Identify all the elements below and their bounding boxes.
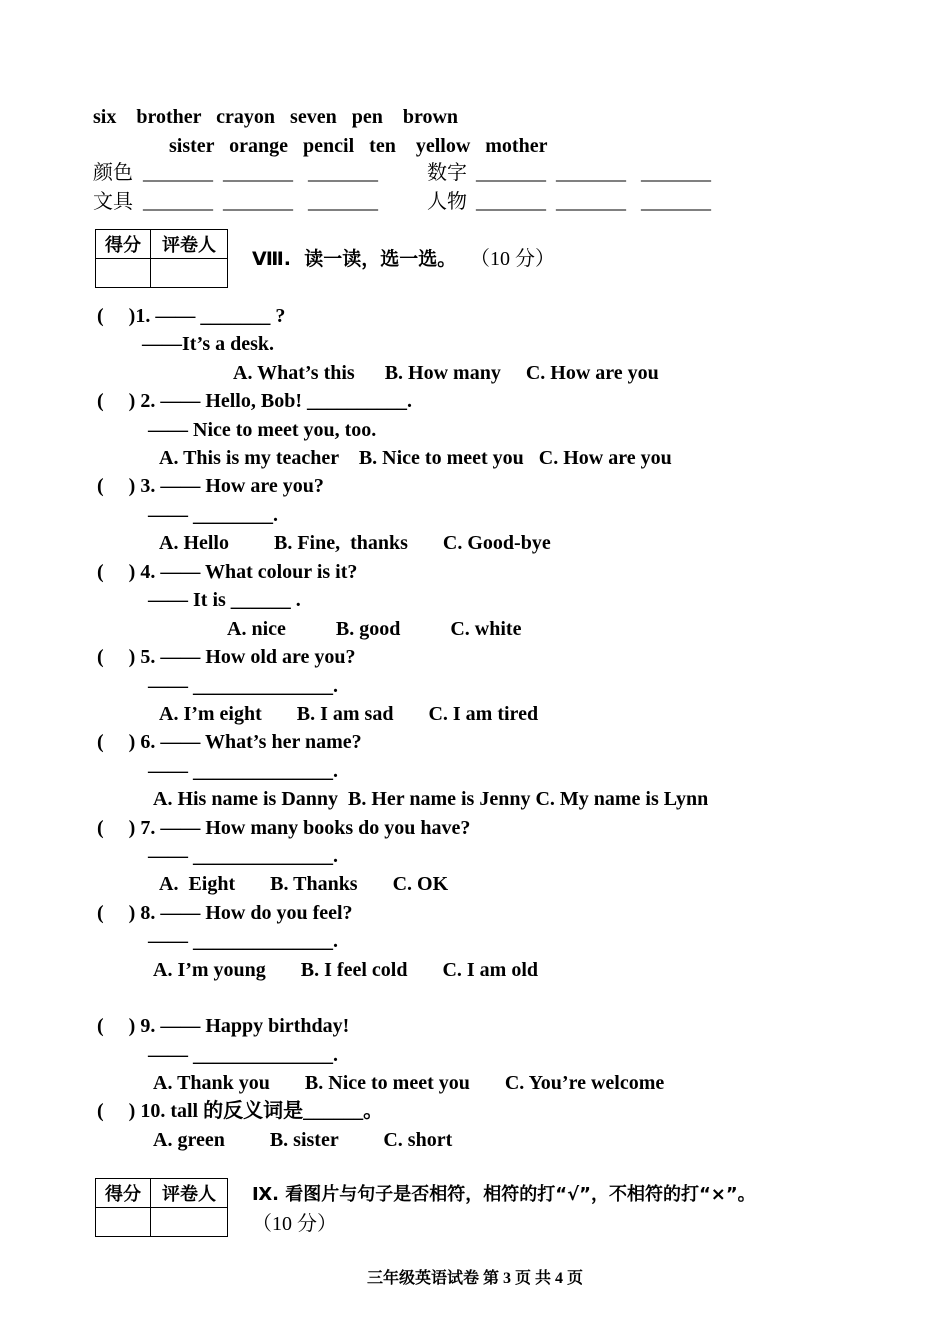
category-people-label: 人物 [427,191,467,213]
question-5-reply: —— ______________. [148,675,338,697]
section-8-title: Ⅷ. 读一读，选一选。 [252,248,457,270]
question-2-options[interactable]: A. This is my teacher B. Nice to meet you C. How are you [159,447,672,469]
category-stationery-label: 文具 [93,191,133,213]
question-9: ( ) 9. —— Happy birthday! [97,1015,350,1037]
question-6-options[interactable]: A. His name is Danny B. Her name is Jenny C. My name is Lynn [153,788,709,810]
grader-cell[interactable] [151,1208,228,1237]
question-4-options[interactable]: A. nice B. good C. white [227,618,522,640]
score-cell[interactable] [96,1208,151,1237]
question-5-options[interactable]: A. I’m eight B. I am sad C. I am tired [159,703,539,725]
question-1-reply: ——It’s a desk. [142,333,275,355]
score-box-section-8 [95,229,228,288]
grader-label: 评卷人 [151,1179,228,1208]
category-number-label: 数字 [427,162,467,184]
word-bank-row-1: six brother crayon seven pen brown [93,106,459,128]
score-cell[interactable] [96,259,151,288]
question-4: ( ) 4. —— What colour is it? [97,561,358,583]
word-bank-row-2: sister orange pencil ten yellow mother [169,135,548,157]
category-colour-blanks[interactable]: _______ _______ _______ [143,162,378,184]
question-10: ( ) 10. tall 的反义词是______。 [97,1100,384,1122]
question-6: ( ) 6. —— What’s her name? [97,731,362,753]
category-people-blanks[interactable]: _______ _______ _______ [476,191,711,213]
question-10-options[interactable]: A. green B. sister C. short [153,1129,453,1151]
question-9-options[interactable]: A. Thank you B. Nice to meet you C. You’re welcome [153,1072,665,1094]
question-8-options[interactable]: A. I’m young B. I feel cold C. I am old [153,959,539,981]
page-footer: 三年级英语试卷 第 3 页 共 4 页 [366,1270,583,1287]
question-7: ( ) 7. —— How many books do you have? [97,817,471,839]
question-6-reply: —— ______________. [148,760,338,782]
category-colour-label: 颜色 [93,162,133,184]
question-4-reply: —— It is ______ . [148,589,301,611]
section-9-points: （10 分） [252,1213,337,1235]
grader-cell[interactable] [151,259,228,288]
question-3-reply: —— ________. [148,504,278,526]
question-7-reply: —— ______________. [148,845,338,867]
question-1: ( )1. —— _______ ? [97,305,286,327]
score-box-section-9 [95,1178,228,1237]
category-number-blanks[interactable]: _______ _______ _______ [476,162,711,184]
question-7-options[interactable]: A. Eight B. Thanks C. OK [159,873,449,895]
question-9-reply: —— ______________. [148,1044,338,1066]
question-1-options[interactable]: A. What’s this B. How many C. How are you [233,362,659,384]
question-8: ( ) 8. —— How do you feel? [97,902,353,924]
category-stationery-blanks[interactable]: _______ _______ _______ [143,191,378,213]
question-8-reply: —— ______________. [148,930,338,952]
question-5: ( ) 5. —— How old are you? [97,646,356,668]
question-3-options[interactable]: A. Hello B. Fine, thanks C. Good-bye [159,532,551,554]
score-label: 得分 [96,230,151,259]
section-8-points: （10 分） [470,248,555,270]
section-9-title: Ⅸ. 看图片与句子是否相符，相符的打“√”，不相符的打“×”。 [252,1184,756,1205]
question-2-reply: —— Nice to meet you, too. [148,419,377,441]
grader-label: 评卷人 [151,230,228,259]
question-2: ( ) 2. —— Hello, Bob! __________. [97,390,412,412]
question-3: ( ) 3. —— How are you? [97,475,324,497]
score-label: 得分 [96,1179,151,1208]
